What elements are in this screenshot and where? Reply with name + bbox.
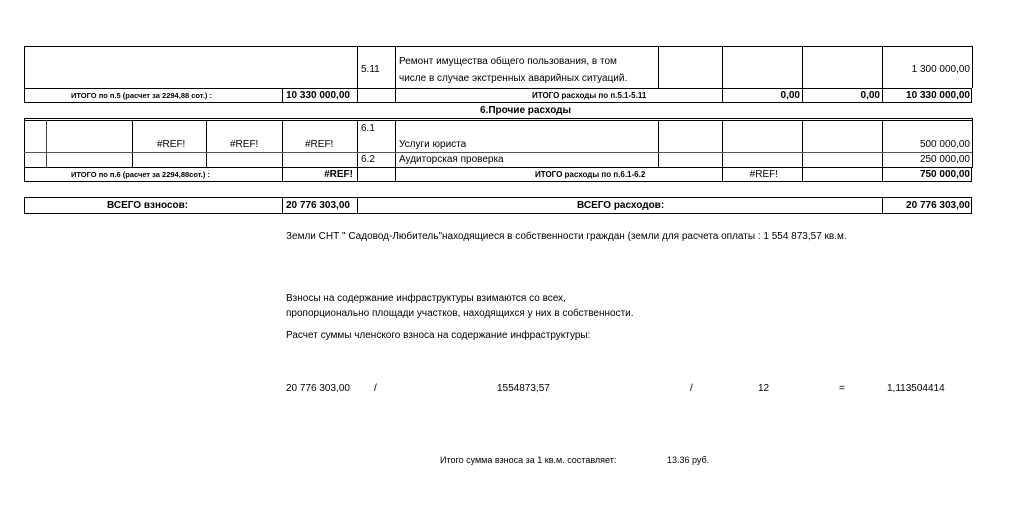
row-number: 6.2 — [361, 154, 375, 165]
total-label: ИТОГО расходы по п.6.1-6.2 — [535, 170, 646, 179]
total-value: 0,00 — [780, 90, 800, 101]
row-number: 5.11 — [361, 64, 380, 75]
calc-divisor: 1554873,57 — [497, 383, 550, 394]
final-value: 13.36 руб. — [667, 455, 710, 465]
row-description: Аудиторская проверка — [399, 154, 504, 165]
ref-error: #REF! — [305, 139, 334, 150]
total-label: ИТОГО по п.5 (расчет за 2294,88 сот.) : — [71, 91, 212, 100]
grand-total-label: ВСЕГО расходов: — [577, 200, 665, 211]
final-label: Итого сумма взноса за 1 кв.м. составляет: — [440, 455, 617, 465]
row-number: 6.1 — [361, 123, 375, 134]
ref-error: #REF! — [230, 139, 259, 150]
fees-note: Взносы на содержание инфраструктуры взимаются со всех, — [286, 293, 566, 304]
ref-error: #REF! — [157, 139, 186, 150]
total-value: #REF! — [324, 169, 353, 180]
total-value: 0,00 — [860, 90, 880, 101]
calc-title: Расчет суммы членского взноса на содержание инфраструктуры: — [286, 330, 591, 341]
row-amount: 250 000,00 — [919, 154, 970, 165]
total-value: #REF! — [749, 169, 778, 180]
total-value: 750 000,00 — [919, 169, 970, 180]
grand-total-value: 20 776 303,00 — [906, 200, 970, 211]
row-amount: 1 300 000,00 — [911, 64, 970, 75]
section-header: 6.Прочие расходы — [480, 105, 572, 116]
row-amount: 500 000,00 — [919, 139, 970, 150]
calc-operator: / — [690, 383, 693, 394]
total-label: ИТОГО по п.6 (расчет за 2294,88сот.) : — [71, 170, 210, 179]
total-value: 10 330 000,00 — [286, 90, 350, 101]
fees-note: пропорционально площади участков, находящихся у них в собственности. — [286, 308, 634, 319]
total-value: 10 330 000,00 — [906, 90, 970, 101]
grand-total-value: 20 776 303,00 — [286, 200, 350, 211]
land-note: Земли СНТ " Садовод-Любитель"находящиеся в собственности граждан (земли для расчета оплаты : 1 554 873,57 кв.м. — [286, 231, 847, 242]
row-description: Услуги юриста — [399, 139, 467, 150]
calc-dividend: 20 776 303,00 — [286, 383, 350, 394]
grand-total-label: ВСЕГО взносов: — [107, 200, 189, 211]
total-label: ИТОГО расходы по п.5.1-5.11 — [532, 91, 647, 100]
row-description: Ремонт имущества общего пользования, в том — [399, 56, 617, 67]
row-description: числе в случае экстренных аварийных ситуаций. — [399, 73, 628, 84]
calc-result: 1,113504414 — [887, 383, 945, 394]
calc-operator: / — [374, 383, 377, 394]
calc-operator: = — [839, 383, 845, 394]
calc-months: 12 — [758, 383, 770, 394]
